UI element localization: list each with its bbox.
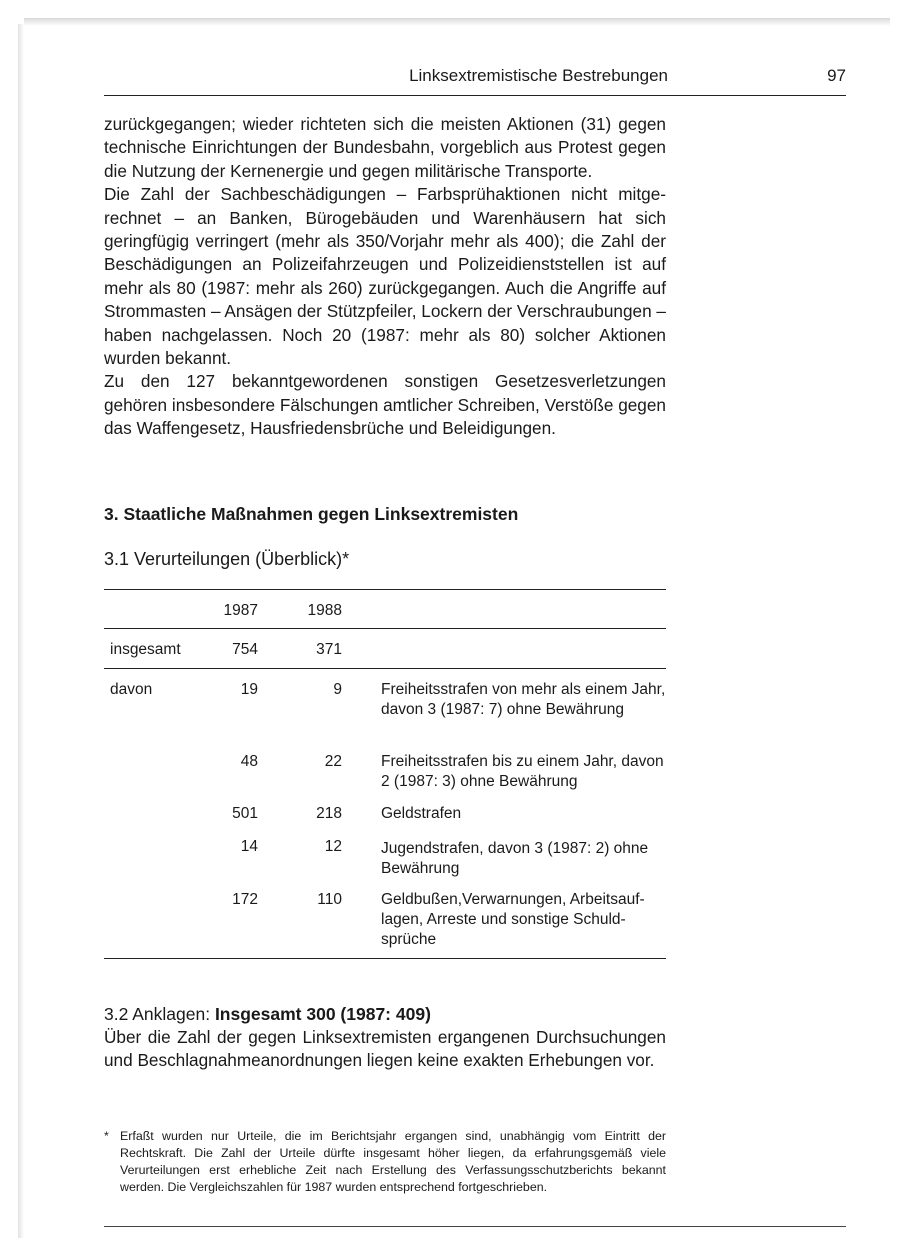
row-value-1988: 110 — [317, 891, 342, 908]
running-head-title: Linksextremistische Bestrebungen — [409, 66, 668, 85]
total-1988: 371 — [316, 641, 342, 658]
footer-rule — [104, 1226, 846, 1227]
total-label: insgesamt — [110, 641, 181, 658]
page-edge-shadow — [24, 18, 890, 26]
row-value-1987: 19 — [240, 681, 258, 698]
paragraph: zurückgegangen; wieder richteten sich die meisten Aktionen (31) gegen technische Einrichtungen der Bundesbahn, vorgeblich aus Protest gegen die Nutzung der Kernenergie und gegen militärische Transporte. — [104, 114, 666, 181]
subsection-heading: 3.1 Verurteilungen (Überblick)* — [104, 549, 350, 569]
row-description: Geldbußen,Verwarnungen, Arbeitsauflagen, Arreste und sonstige Schuldsprüche — [381, 891, 645, 948]
row-value-1987: 172 — [232, 891, 258, 908]
paragraph: Zu den 127 bekanntgewordenen sonstigen Gesetzesverletzungen gehören insbesondere Fälschungen amtlicher Schreiben, Verstöße gegen das Waffengesetz, Hausfriedensbrüche und Beleidigungen. — [104, 371, 666, 439]
header-rule — [104, 95, 846, 96]
table-total-rule — [104, 668, 666, 669]
footnote — [104, 1128, 666, 1196]
davon-label: davon — [110, 681, 153, 698]
total-1987: 754 — [232, 641, 258, 658]
page-edge-shadow-left — [18, 24, 24, 1238]
table-header-rule — [104, 628, 666, 629]
row-value-1988: 9 — [333, 681, 342, 698]
subsection-2-label: 3.2 Anklagen: — [104, 1004, 211, 1024]
page-number: 97 — [827, 66, 846, 85]
row-description: Jugendstrafen, davon 3 (1987: 2) ohne Bewährung — [381, 840, 649, 877]
section-heading: 3. Staatliche Maßnahmen gegen Linksextremisten — [104, 504, 519, 524]
column-header-1988: 1988 — [307, 602, 342, 619]
table-top-rule — [104, 589, 666, 590]
body-text — [104, 113, 666, 441]
running-head — [104, 64, 846, 88]
paragraph: Über die Zahl der gegen Linksextremisten ergangenen Durchsuchungen und Beschlagnahmeanordnungen liegen keine exakten Erhebungen vor. — [104, 1027, 666, 1071]
row-value-1988: 218 — [316, 805, 342, 822]
row-value-1988: 22 — [324, 753, 342, 770]
row-value-1987: 501 — [232, 805, 258, 822]
column-header-1987: 1987 — [223, 602, 258, 619]
subsection-heading-2 — [104, 1002, 431, 1026]
subsection-2-value: Insgesamt 300 (1987: 409) — [214, 1004, 431, 1024]
footnote-marker: * — [104, 1129, 109, 1143]
paragraph: Die Zahl der Sachbeschädigungen – Farbsprühaktionen nicht mitgerechnet – an Banken, Bürogebäuden und Warenhäusern hat sich geringfügig verringert (mehr als 350/Vorjahr mehr als 400); die Zahl der Beschädigungen an Polizeifahrzeugen und Polizeidienststellen ist auf mehr als 80 (1987: mehr als 260) zurückgegangen. Auch die Angriffe auf Strommasten – Ansägen der Stützpfeiler, Lockern der Verschraubungen – haben nachgelassen. Noch 20 (1987: mehr als 80) solcher Aktionen wurden bekannt. — [104, 184, 666, 369]
row-description: Geldstrafen — [381, 805, 462, 822]
row-description: Freiheitsstrafen von mehr als einem Jahr, davon 3 (1987: 7) ohne Bewährung — [381, 681, 666, 718]
footnote-text: Erfaßt wurden nur Urteile, die im Berichtsjahr ergangen sind, unabhängig vom Eintritt der Rechtskraft. Die Zahl der Urteile dürfte insgesamt höher liegen, da erfahrungsgemäß viele Verurteilungen erst erhebliche Zeit nach Erstellung des Verfassungsschutzberichts bekannt werden. Die Vergleichszahlen für 1987 wurden entsprechend fortgeschrieben. — [120, 1129, 666, 1194]
row-description: Freiheitsstrafen bis zu einem Jahr, davon 2 (1987: 3) ohne Bewährung — [381, 753, 664, 790]
row-value-1987: 48 — [240, 753, 258, 770]
row-value-1987: 14 — [240, 838, 258, 855]
table-bottom-rule — [104, 958, 666, 959]
row-value-1988: 12 — [324, 838, 342, 855]
